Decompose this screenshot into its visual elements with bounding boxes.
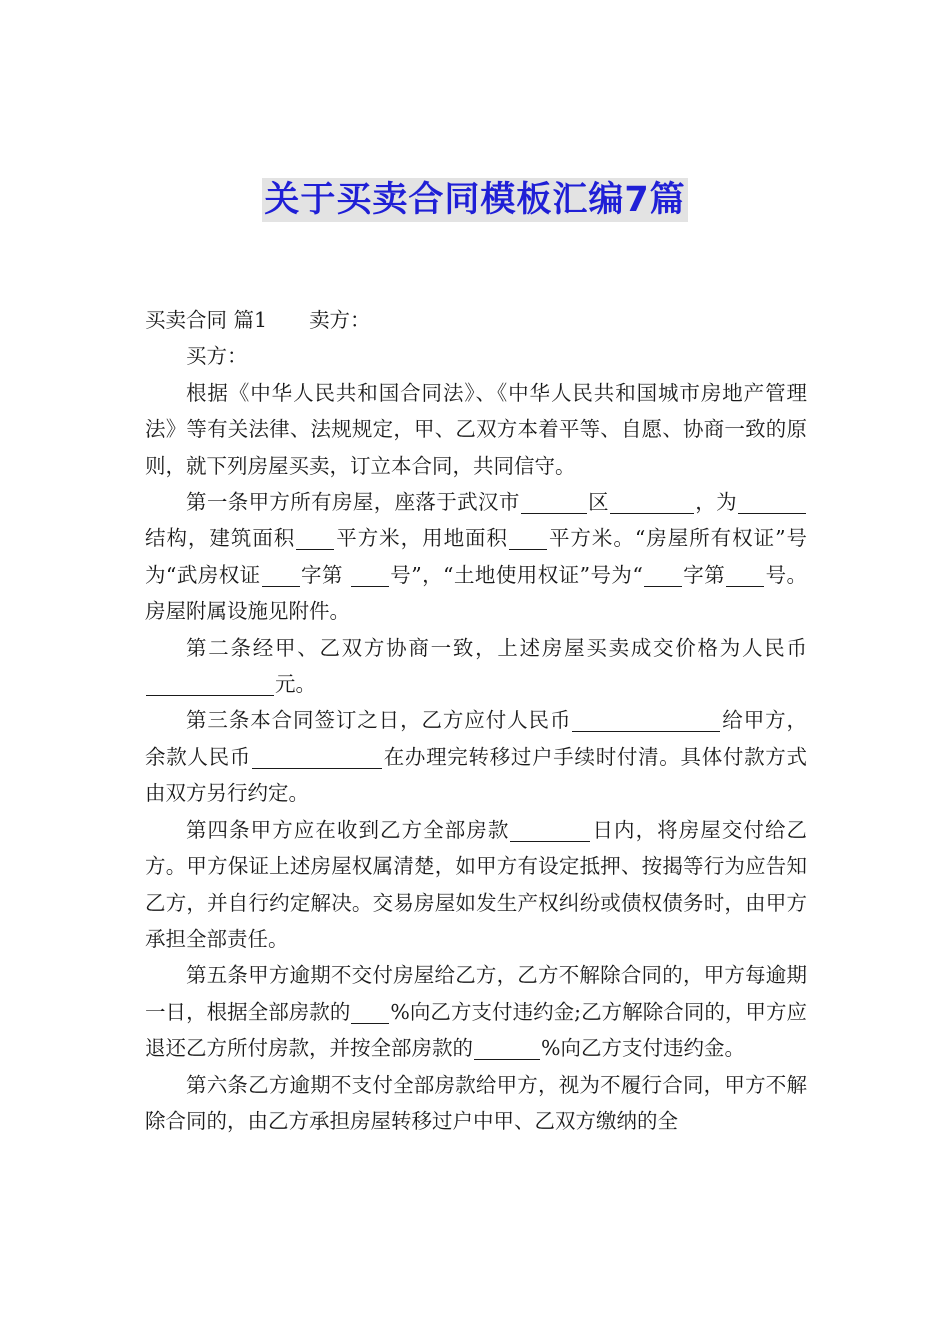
article-1: [145, 484, 807, 630]
article-4: [145, 812, 807, 958]
blank-field: [610, 491, 694, 514]
blank-field: [262, 564, 300, 587]
article-5-text: %向乙方支付违约金;乙方解除合同的，甲方应退还乙方所付房款，并按全部房款的: [145, 999, 807, 1061]
buyer-label: 买方：: [186, 344, 248, 369]
article-3: [145, 702, 807, 811]
article-3-text: 在办理完转移过户手续时付清。具体付款方式由双方另行约定。: [145, 744, 807, 806]
blank-field: [510, 819, 590, 842]
blank-field: [644, 564, 682, 587]
article-2-text: 元。: [275, 672, 316, 697]
article-5-text: 第五条甲方逾期不交付房屋给乙方，乙方不解除合同的，甲方每逾期一日，根据全部房款的: [145, 963, 807, 1024]
basis-text: 根据《中华人民共和国合同法》、《中华人民共和国城市房地产管理法》等有关法律、法规规定，甲、乙双方本着平等、自愿、协商一致的原则，就下列房屋买卖，订立本合同，共同信守。: [145, 380, 807, 478]
article-5: [145, 957, 807, 1066]
blank-field: [146, 673, 274, 696]
document-body: [145, 302, 807, 1139]
blank-field: [572, 709, 720, 732]
article-3-text: 给甲方，余款人民币: [145, 708, 808, 769]
blank-field: [738, 491, 806, 514]
buyer-line: [145, 338, 807, 374]
article-1-text: 第一条甲方所有房屋，座落于武汉市: [186, 490, 520, 515]
article-1-text: 平方米，用地面积: [335, 526, 508, 551]
article-1-text: 平方米。“房屋所有权证”号为“武房权证: [145, 526, 808, 587]
article-3-text: 第三条本合同签订之日，乙方应付人民币: [186, 708, 572, 733]
blank-field: [509, 527, 547, 550]
article-4-text: 第四条甲方应在收到乙方全部房款: [186, 817, 510, 842]
article-1-text: ，为: [694, 490, 738, 515]
paragraph-basis: [145, 375, 807, 484]
article-4-text: 日内，将房屋交付给乙方。甲方保证上述房屋权属清楚，如甲方有设定抵押、按揭等行为应告知乙方，并自行约定解决。交易房屋如发生产权纠纷或债权债务时，由甲方承担全部责任。: [145, 817, 808, 951]
blank-field: [351, 1001, 389, 1024]
article-1-text: 区: [587, 490, 609, 515]
seller-label: 卖方：: [309, 308, 371, 332]
blank-field: [474, 1037, 540, 1060]
article-1-text: 号。房屋附属设施见附件。: [145, 562, 808, 624]
blank-field: [296, 527, 334, 550]
document-title: 关于买卖合同模板汇编7篇: [264, 180, 686, 220]
blank-field: [726, 564, 764, 587]
title-container: [0, 178, 950, 222]
intro-line: [145, 302, 807, 338]
article-1-text: 结构，建筑面积: [145, 526, 296, 551]
blank-field: [521, 491, 587, 514]
article-5-text: %向乙方支付违约金。: [541, 1036, 745, 1061]
article-6-text: 第六条乙方逾期不支付全部房款给甲方，视为不履行合同，甲方不解除合同的，由乙方承担房屋转移过户中甲、乙双方缴纳的全: [145, 1072, 807, 1133]
section-label: 买卖合同 篇1: [145, 308, 268, 332]
blank-field: [252, 746, 382, 769]
article-2-text: 第二条经甲、乙双方协商一致，上述房屋买卖成交价格为人民币: [186, 635, 807, 660]
article-1-text: 号”，“土地使用权证”号为“: [389, 562, 643, 587]
article-1-text: 字第: [300, 562, 350, 587]
article-6: [145, 1067, 807, 1140]
article-2: [145, 630, 807, 703]
blank-field: [351, 564, 389, 587]
article-1-text: 字第: [682, 562, 726, 587]
